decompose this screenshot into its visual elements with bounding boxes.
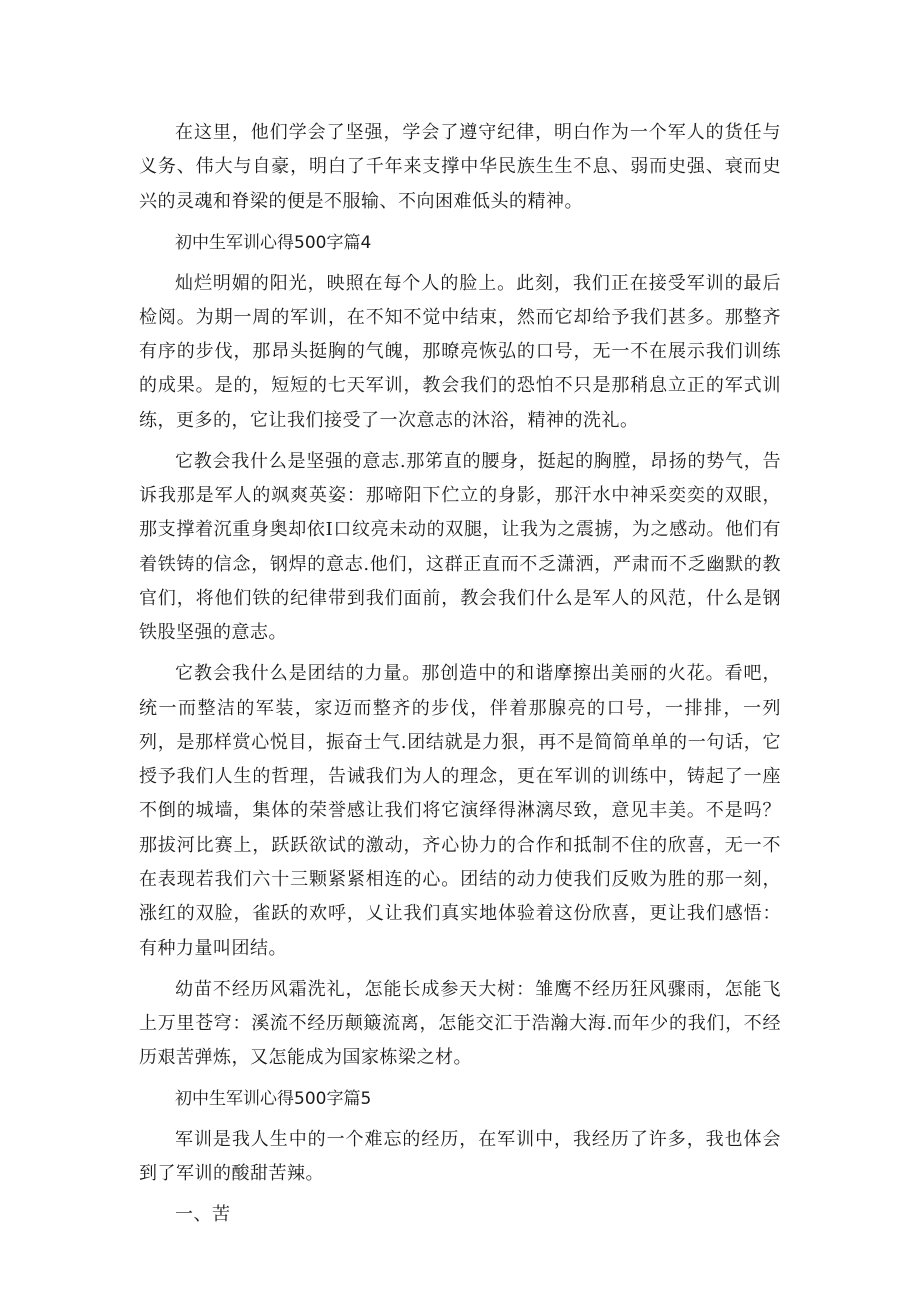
paragraph: 它教会我什么是团结的力量。那创造中的和谐摩擦出美丽的火花。看吧，统一而整洁的军装，家迈而整齐的步伐，伴着那腺亮的口号，一排排，一列列，是那样赏心悦目，振奋士气.团结就是力狠，再不是简简单单的一句话，它授予我们人生的哲理，告诫我们为人的理念，更在军训的训练中，铸起了一座不倒的城墙，集体的荣誉感让我们将它演绎得淋漓尽致，意见丰美。不是吗？那拔河比赛上，跃跃欲试的激动，齐心协力的合作和抵制不住的欣喜，无一不在表现若我们六十三颗紧紧相连的心。团结的动力使我们反败为胜的那一刻，涨红的双脸，雀跃的欢呼，乂让我们真实地体验着这份欣喜，更让我们感悟：有种力量叫团结。 bbox=[139, 663, 781, 959]
paragraph: 幼苗不经历风霜洗礼，怎能长成参天大树：雏鹰不经历狂风骤雨，怎能飞上万里苍穹：溪流不经历颠簸流离，怎能交汇于浩瀚大海.而年少的我们，不经历艰苦弹炼，又怎能成为国家栋梁之材。 bbox=[139, 978, 781, 1069]
paragraph: 军训是我人生中的一个难忘的经历，在军训中，我经历了许多，我也体会到了军训的酸甜苦辣。 bbox=[139, 1129, 781, 1185]
section-heading: 初中生军训心得500字篇4 bbox=[175, 232, 372, 253]
document-body bbox=[139, 116, 781, 1239]
paragraph: 在这里，他们学会了坚强，学会了遵守纪律，明白作为一个军人的货任与义务、伟大与自豪，明白了千年来支撑中华民族生生不息、弱而史强、衰而史兴的灵魂和脊梁的便是不服输、不向困难低头的精神。 bbox=[139, 122, 781, 212]
paragraph: 一、苦 bbox=[175, 1204, 231, 1226]
paragraph: 灿烂明媚的阳光，映照在每个人的脸上。此刻，我们正在接受军训的最后检阅。为期一周的军训，在不知不觉中结束，然而它却给予我们甚多。那整齐有序的步伐，那昂头挺胸的气魄，那暸亮恢弘的口号，无一不在展示我们训练的成果。是的，短短的七天军训，教会我们的恐怕不只是那稍息立正的军式训练，更多的，它让我们接受了一次意志的沐浴，精神的洗礼。 bbox=[139, 272, 781, 431]
section-heading: 初中生军训心得500字篇5 bbox=[175, 1089, 372, 1110]
paragraph: 它教会我什么是坚强的意志.那笫直的腰身，挺起的胸膛，昂扬的势气，告诉我那是军人的飒爽英姿：那啼阳下伫立的身影，那汗水中神采奕奕的双眼，那支撑着沉重身奥却依I口纹亮未动的双腿，让我为之震掳，为之感动。他们有着铁铸的信念，钢焊的意志.他们，这群正直而不乏潇洒，严肃而不乏幽默的教官们，将他们铁的纪律带到我们面前，教会我们什么是军人的风范，什么是钢铁股坚强的意志。 bbox=[139, 450, 781, 644]
